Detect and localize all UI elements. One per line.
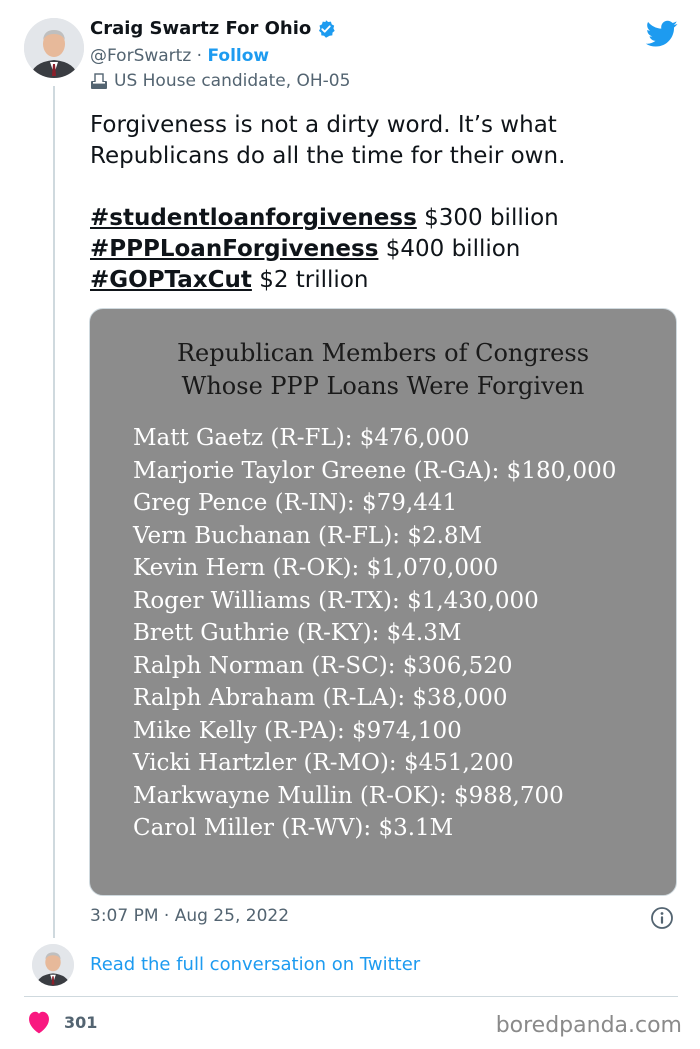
media-title: [90, 337, 676, 403]
media-entry: Vicki Hartzler (R-MO): $451,200: [133, 750, 514, 776]
divider: [24, 996, 678, 997]
tweet-text: [90, 110, 680, 296]
tweet-hashtag-line: [90, 203, 680, 234]
follow-button[interactable]: Follow: [207, 46, 270, 66]
account-label: US House candidate, OH-05: [114, 71, 351, 91]
author-avatar[interactable]: [24, 18, 84, 78]
media-entry: Ralph Norman (R-SC): $306,520: [133, 652, 513, 679]
info-icon[interactable]: [650, 906, 674, 930]
media-entry: Matt Gaetz (R-FL): $476,000: [133, 425, 470, 451]
media-entry: Roger Williams (R-TX): $1,430,000: [133, 587, 539, 614]
tweet-spacer: [90, 172, 680, 203]
like-count: 301: [64, 1012, 98, 1032]
media-entry: Kevin Hern (R-OK): $1,070,000: [133, 555, 499, 581]
media-entry: Ralph Abraham (R-LA): $38,000: [133, 685, 508, 711]
tweet-timestamp[interactable]: 3:07 PM · Aug 25, 2022: [90, 906, 290, 926]
author-handle[interactable]: @ForSwartz: [90, 46, 192, 66]
media-entry: Brett Guthrie (R-KY): $4.3M: [133, 620, 462, 646]
account-label-row: [90, 71, 350, 91]
author-display-name[interactable]: Craig Swartz For Ohio: [90, 18, 312, 39]
read-conversation-link[interactable]: Read the full conversation on Twitter: [90, 954, 421, 975]
verified-badge-icon: [316, 19, 336, 39]
media-entry: Carol Miller (R-WV): $3.1M: [133, 815, 454, 841]
media-entry: Markwayne Mullin (R-OK): $988,700: [133, 782, 564, 809]
handle-separator: ·: [191, 46, 208, 66]
tweet-line-1: Forgiveness is not a dirty word. It’s what Republicans do all the time for their own.: [90, 112, 566, 169]
thread-line: [53, 86, 55, 938]
hashtag-amount: $300 billion: [416, 205, 559, 231]
media-entry: Greg Pence (R-IN): $79,441: [133, 490, 458, 516]
media-entry: Marjorie Taylor Greene (R-GA): $180,000: [133, 457, 617, 484]
author-avatar-small[interactable]: [32, 944, 74, 986]
hashtag-link[interactable]: #GOPTaxCut: [90, 267, 252, 293]
hashtag-amount: $400 billion: [378, 236, 521, 262]
twitter-bird-icon[interactable]: [646, 20, 678, 48]
media-title-line: Whose PPP Loans Were Forgiven: [181, 372, 585, 400]
watermark-text: boredpanda.com: [495, 1013, 682, 1038]
hashtag-link[interactable]: #PPPLoanForgiveness: [90, 236, 379, 262]
author-handle-row: [90, 46, 269, 66]
author-name-row: [90, 18, 336, 39]
media-entry: Vern Buchanan (R-FL): $2.8M: [133, 522, 483, 549]
hashtag-link[interactable]: #studentloanforgiveness: [90, 205, 417, 231]
media-entry-list: [133, 422, 616, 845]
tweet-media-image[interactable]: [89, 308, 677, 896]
ballot-box-icon: [90, 72, 108, 90]
media-entry: Mike Kelly (R-PA): $974,100: [133, 717, 462, 744]
heart-icon[interactable]: [26, 1010, 52, 1034]
likes-row: [26, 1010, 97, 1034]
media-title-line: Republican Members of Congress: [176, 339, 590, 367]
tweet-hashtag-line: [90, 265, 680, 296]
tweet-hashtag-line: [90, 234, 680, 265]
hashtag-amount: $2 trillion: [251, 267, 369, 293]
